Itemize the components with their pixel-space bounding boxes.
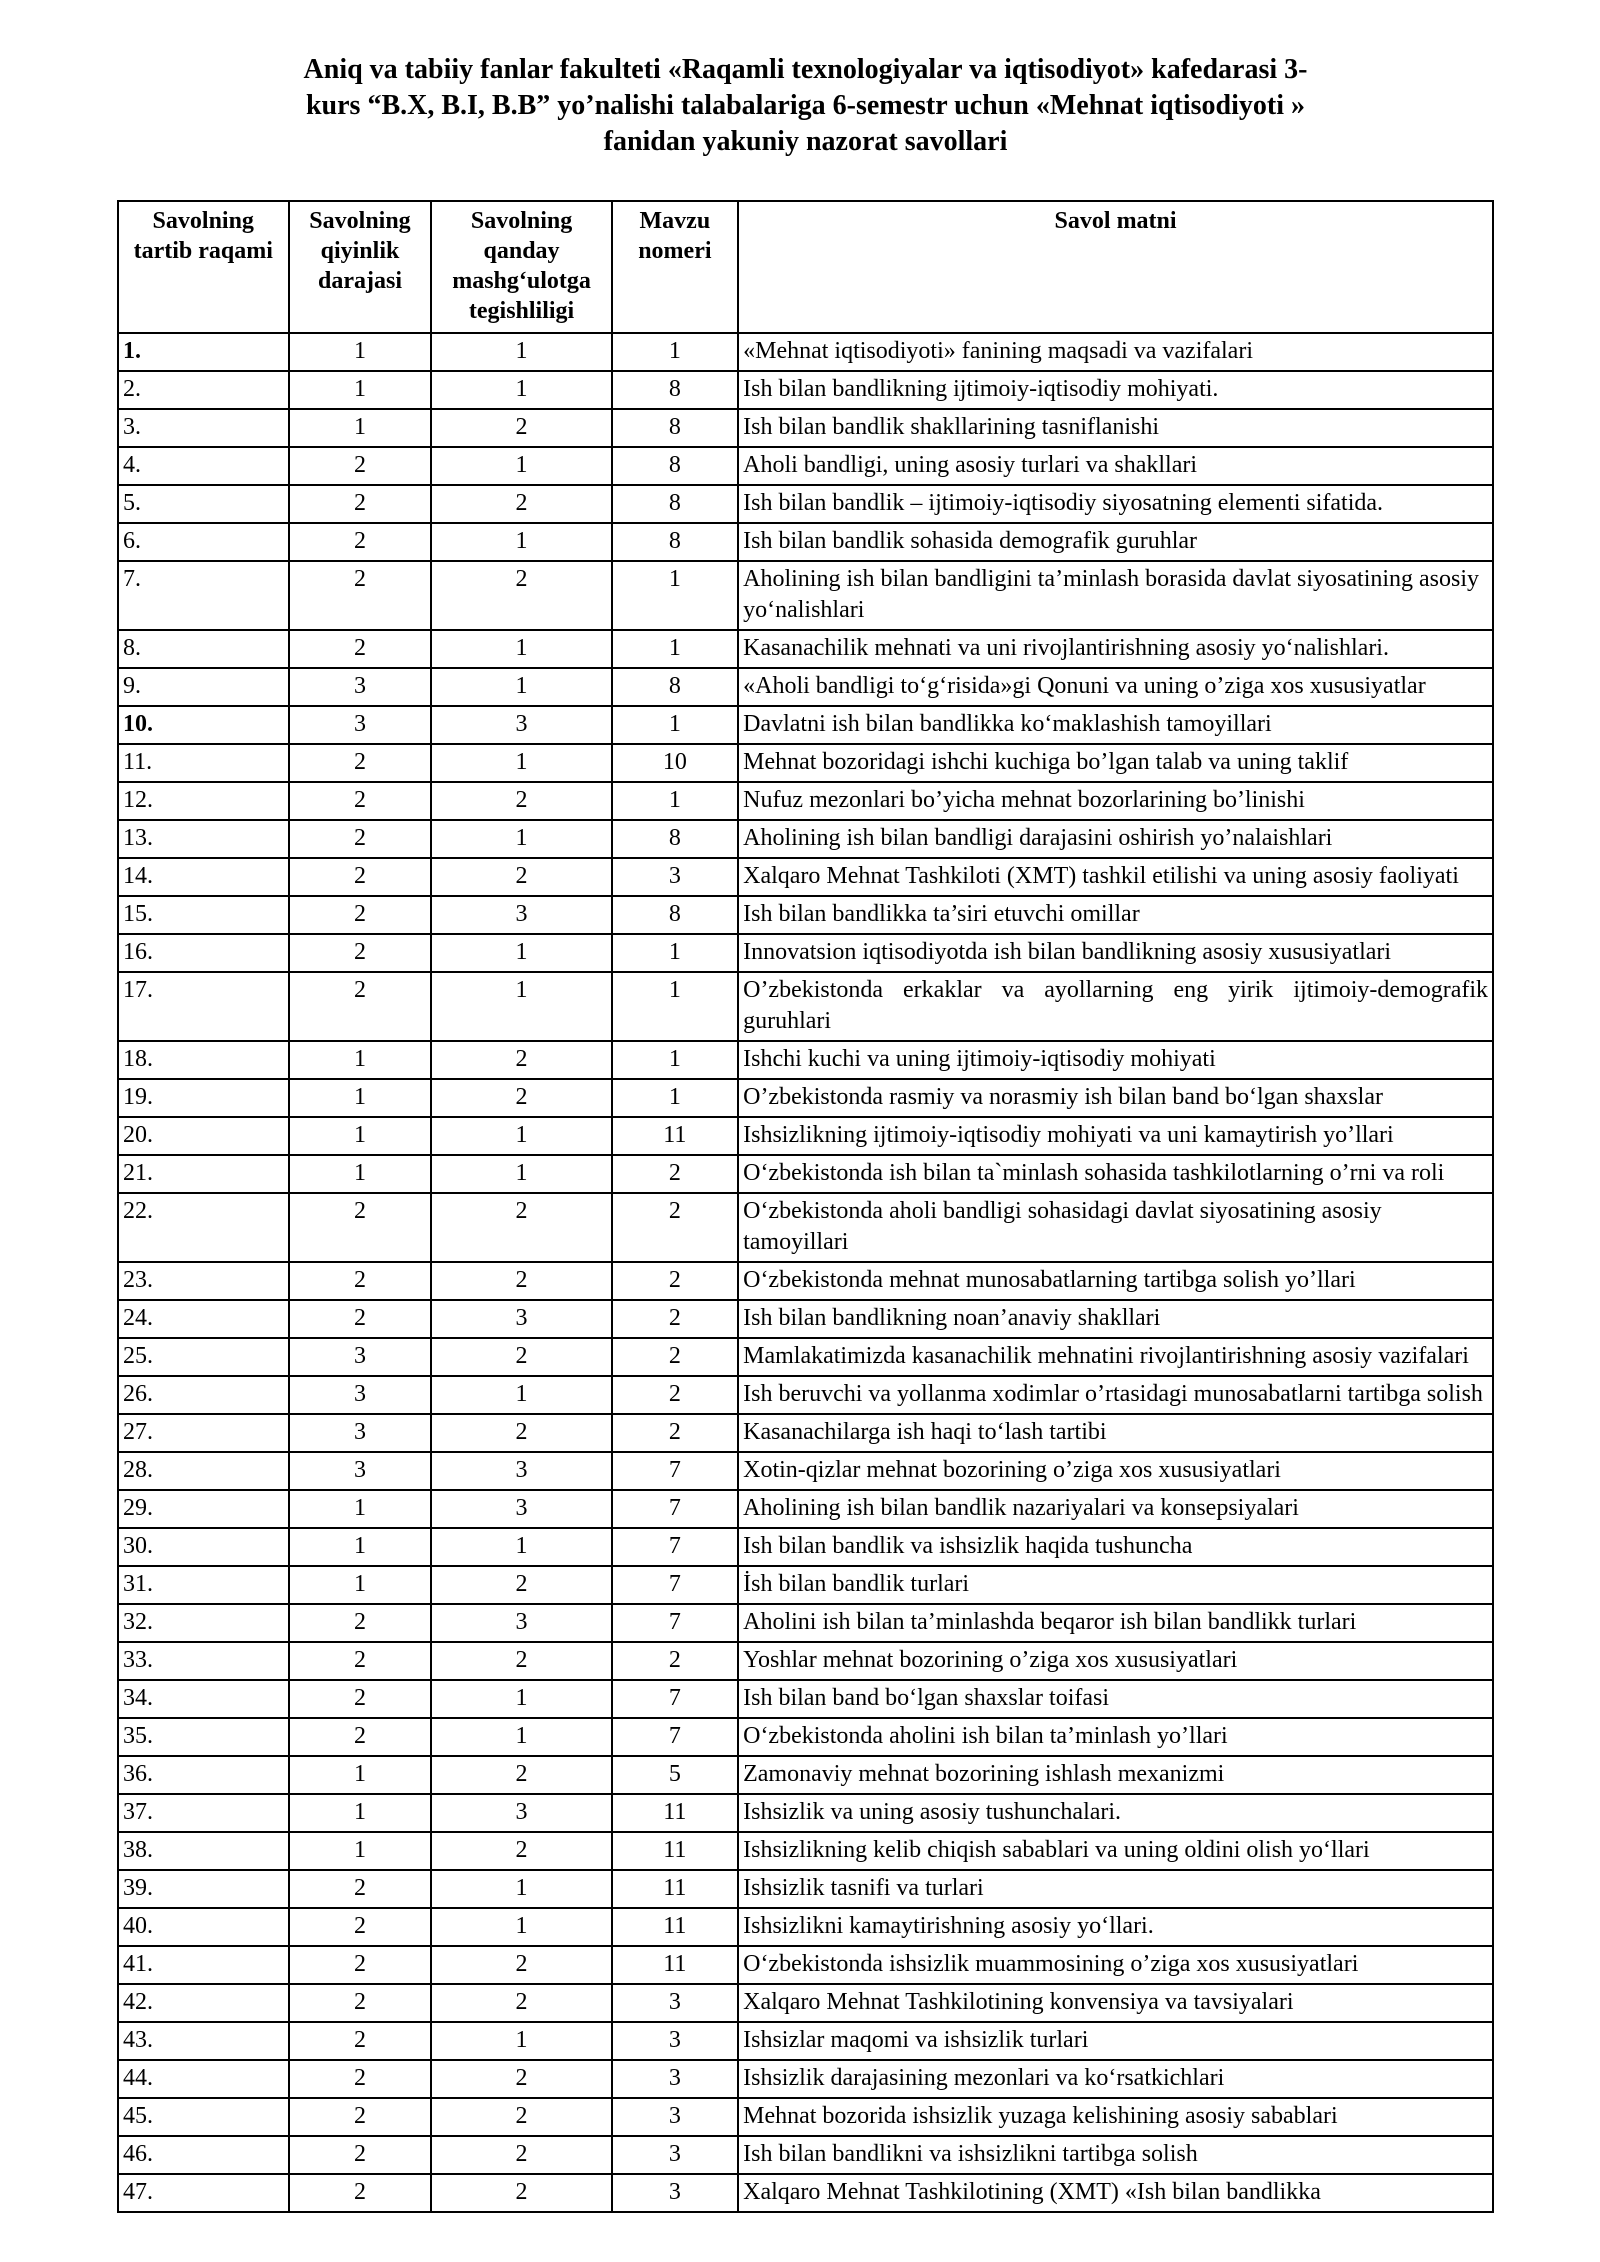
row-question-text: Xalqaro Mehnat Tashkilotining (XMT) «Ish bilan bandlikka — [738, 2174, 1493, 2212]
row-question-text: O‘zbekistonda mehnat munosabatlarning tartibga solish yo’llari — [738, 1262, 1493, 1300]
table-row — [118, 1079, 1493, 1117]
table-row — [118, 820, 1493, 858]
row-difficulty: 3 — [289, 1376, 432, 1414]
table-row — [118, 1041, 1493, 1079]
row-topic-number: 8 — [612, 820, 739, 858]
row-lesson-type: 1 — [431, 668, 611, 706]
row-topic-number: 3 — [612, 2060, 739, 2098]
header-question-number: Savolning tartib raqami — [118, 201, 289, 333]
row-question-text: Innovatsion iqtisodiyotda ish bilan bandlikning asosiy xususiyatlari — [738, 934, 1493, 972]
row-lesson-type: 2 — [431, 409, 611, 447]
row-question-text: Xalqaro Mehnat Tashkiloti (XMT) tashkil etilishi va uning asosiy faoliyati — [738, 858, 1493, 896]
table-row — [118, 972, 1493, 1041]
row-topic-number: 8 — [612, 371, 739, 409]
row-lesson-type: 2 — [431, 1642, 611, 1680]
row-difficulty: 2 — [289, 2136, 432, 2174]
row-number: 3. — [118, 409, 289, 447]
row-difficulty: 2 — [289, 630, 432, 668]
row-number: 37. — [118, 1794, 289, 1832]
row-lesson-type: 1 — [431, 820, 611, 858]
row-topic-number: 8 — [612, 447, 739, 485]
row-lesson-type: 2 — [431, 2174, 611, 2212]
row-lesson-type: 3 — [431, 1794, 611, 1832]
row-number: 39. — [118, 1870, 289, 1908]
row-lesson-type: 1 — [431, 447, 611, 485]
row-difficulty: 2 — [289, 934, 432, 972]
questions-table-body — [118, 333, 1493, 2212]
row-lesson-type: 2 — [431, 1566, 611, 1604]
table-row — [118, 1604, 1493, 1642]
row-number: 16. — [118, 934, 289, 972]
table-row — [118, 668, 1493, 706]
row-lesson-type: 2 — [431, 782, 611, 820]
row-difficulty: 2 — [289, 561, 432, 630]
row-question-text: Aholini ish bilan ta’minlashda beqaror ish bilan bandlikk turlari — [738, 1604, 1493, 1642]
row-number: 31. — [118, 1566, 289, 1604]
row-question-text: Xotin-qizlar mehnat bozorining o’ziga xos xususiyatlari — [738, 1452, 1493, 1490]
row-topic-number: 3 — [612, 2098, 739, 2136]
table-row — [118, 1832, 1493, 1870]
row-difficulty: 2 — [289, 1984, 432, 2022]
row-number: 25. — [118, 1338, 289, 1376]
row-question-text: Ish bilan bandlik – ijtimoiy-iqtisodiy siyosatning elementi sifatida. — [738, 485, 1493, 523]
table-row — [118, 1528, 1493, 1566]
header-topic-number: Mavzu nomeri — [612, 201, 739, 333]
row-number: 8. — [118, 630, 289, 668]
row-question-text: Ishsizlikni kamaytirishning asosiy yo‘llari. — [738, 1908, 1493, 1946]
row-number: 41. — [118, 1946, 289, 1984]
row-lesson-type: 3 — [431, 1300, 611, 1338]
row-question-text: O‘zbekistonda ish bilan ta`minlash sohasida tashkilotlarning o’rni va roli — [738, 1155, 1493, 1193]
row-lesson-type: 2 — [431, 2136, 611, 2174]
header-difficulty-level: Savolning qiyinlik darajasi — [289, 201, 432, 333]
row-topic-number: 3 — [612, 858, 739, 896]
row-number: 22. — [118, 1193, 289, 1262]
row-question-text: Ishsizlikning kelib chiqish sabablari va uning oldini olish yo‘llari — [738, 1832, 1493, 1870]
row-topic-number: 8 — [612, 668, 739, 706]
row-difficulty: 1 — [289, 1155, 432, 1193]
row-lesson-type: 1 — [431, 1908, 611, 1946]
table-row — [118, 2174, 1493, 2212]
row-lesson-type: 1 — [431, 333, 611, 371]
row-number: 10. — [118, 706, 289, 744]
row-topic-number: 2 — [612, 1262, 739, 1300]
row-topic-number: 2 — [612, 1376, 739, 1414]
row-number: 14. — [118, 858, 289, 896]
row-topic-number: 5 — [612, 1756, 739, 1794]
row-topic-number: 3 — [612, 2174, 739, 2212]
row-number: 42. — [118, 1984, 289, 2022]
row-question-text: Ishsizlik tasnifi va turlari — [738, 1870, 1493, 1908]
row-lesson-type: 1 — [431, 1155, 611, 1193]
row-question-text: O’zbekistonda rasmiy va norasmiy ish bilan band bo‘lgan shaxslar — [738, 1079, 1493, 1117]
row-lesson-type: 2 — [431, 561, 611, 630]
header-lesson-type: Savolning qanday mashg‘ulotga tegishliligi — [431, 201, 611, 333]
row-topic-number: 11 — [612, 1946, 739, 1984]
row-question-text: Davlatni ish bilan bandlikka ko‘maklashish tamoyillari — [738, 706, 1493, 744]
row-difficulty: 2 — [289, 447, 432, 485]
row-difficulty: 3 — [289, 1414, 432, 1452]
row-topic-number: 7 — [612, 1604, 739, 1642]
row-number: 27. — [118, 1414, 289, 1452]
row-question-text: Zamonaviy mehnat bozorining ishlash mexanizmi — [738, 1756, 1493, 1794]
row-question-text: Xalqaro Mehnat Tashkilotining konvensiya va tavsiyalari — [738, 1984, 1493, 2022]
table-row — [118, 2098, 1493, 2136]
row-question-text: O’zbekistonda erkaklar va ayollarning eng yirik ijtimoiy-demografik guruhlari — [738, 972, 1493, 1041]
row-topic-number: 3 — [612, 2022, 739, 2060]
row-question-text: Yoshlar mehnat bozorining o’ziga xos xususiyatlari — [738, 1642, 1493, 1680]
table-row — [118, 2022, 1493, 2060]
row-topic-number: 11 — [612, 1870, 739, 1908]
row-difficulty: 2 — [289, 2098, 432, 2136]
row-number: 15. — [118, 896, 289, 934]
table-row — [118, 371, 1493, 409]
row-lesson-type: 1 — [431, 972, 611, 1041]
row-lesson-type: 2 — [431, 1262, 611, 1300]
table-row — [118, 447, 1493, 485]
row-difficulty: 2 — [289, 1193, 432, 1262]
table-row — [118, 1452, 1493, 1490]
row-topic-number: 10 — [612, 744, 739, 782]
row-number: 1. — [118, 333, 289, 371]
table-row — [118, 2060, 1493, 2098]
row-question-text: Mamlakatimizda kasanachilik mehnatini rivojlantirishning asosiy vazifalari — [738, 1338, 1493, 1376]
row-question-text: Aholining ish bilan bandligini ta’minlash borasida davlat siyosatining asosiy yo‘nalishlari — [738, 561, 1493, 630]
row-question-text: O‘zbekistonda aholi bandligi sohasidagi davlat siyosatining asosiy tamoyillari — [738, 1193, 1493, 1262]
row-question-text: Ishsizlik va uning asosiy tushunchalari. — [738, 1794, 1493, 1832]
row-topic-number: 1 — [612, 706, 739, 744]
row-number: 34. — [118, 1680, 289, 1718]
row-difficulty: 1 — [289, 1490, 432, 1528]
row-difficulty: 2 — [289, 485, 432, 523]
table-row — [118, 1756, 1493, 1794]
row-question-text: Ishsizlar maqomi va ishsizlik turlari — [738, 2022, 1493, 2060]
row-difficulty: 2 — [289, 972, 432, 1041]
row-topic-number: 7 — [612, 1528, 739, 1566]
row-topic-number: 1 — [612, 972, 739, 1041]
table-row — [118, 1300, 1493, 1338]
row-difficulty: 1 — [289, 333, 432, 371]
row-difficulty: 3 — [289, 1452, 432, 1490]
table-row — [118, 1984, 1493, 2022]
row-difficulty: 2 — [289, 1604, 432, 1642]
table-row — [118, 706, 1493, 744]
row-topic-number: 2 — [612, 1338, 739, 1376]
row-topic-number: 1 — [612, 934, 739, 972]
table-row — [118, 409, 1493, 447]
table-row — [118, 485, 1493, 523]
row-question-text: O‘zbekistonda aholini ish bilan ta’minlash yo’llari — [738, 1718, 1493, 1756]
row-lesson-type: 1 — [431, 744, 611, 782]
row-lesson-type: 1 — [431, 1680, 611, 1718]
row-lesson-type: 1 — [431, 371, 611, 409]
row-topic-number: 11 — [612, 1794, 739, 1832]
row-number: 38. — [118, 1832, 289, 1870]
row-number: 19. — [118, 1079, 289, 1117]
page-title — [137, 52, 1474, 160]
row-number: 32. — [118, 1604, 289, 1642]
row-number: 11. — [118, 744, 289, 782]
row-question-text: Ish bilan band bo‘lgan shaxslar toifasi — [738, 1680, 1493, 1718]
row-topic-number: 7 — [612, 1490, 739, 1528]
row-difficulty: 1 — [289, 409, 432, 447]
row-difficulty: 1 — [289, 1756, 432, 1794]
row-topic-number: 11 — [612, 1908, 739, 1946]
page-title-line-1: Aniq va tabiiy fanlar fakulteti «Raqamli texnologiyalar va iqtisodiyot» kafedarasi 3- — [303, 54, 1308, 85]
row-topic-number: 7 — [612, 1680, 739, 1718]
row-difficulty: 2 — [289, 782, 432, 820]
table-row — [118, 2136, 1493, 2174]
questions-table-header — [118, 201, 1493, 333]
row-question-text: Ish bilan bandlik shakllarining tasniflanishi — [738, 409, 1493, 447]
row-question-text: Kasanachilarga ish haqi to‘lash tartibi — [738, 1414, 1493, 1452]
row-difficulty: 2 — [289, 2060, 432, 2098]
row-difficulty: 2 — [289, 820, 432, 858]
table-row — [118, 630, 1493, 668]
row-number: 5. — [118, 485, 289, 523]
row-topic-number: 8 — [612, 896, 739, 934]
row-number: 12. — [118, 782, 289, 820]
row-question-text: Nufuz mezonlari bo’yicha mehnat bozorlarining bo’linishi — [738, 782, 1493, 820]
row-lesson-type: 2 — [431, 485, 611, 523]
table-row — [118, 1117, 1493, 1155]
row-lesson-type: 1 — [431, 1870, 611, 1908]
row-difficulty: 1 — [289, 1832, 432, 1870]
row-difficulty: 1 — [289, 1794, 432, 1832]
row-topic-number: 1 — [612, 630, 739, 668]
table-row — [118, 1870, 1493, 1908]
table-row — [118, 1794, 1493, 1832]
row-number: 13. — [118, 820, 289, 858]
row-number: 24. — [118, 1300, 289, 1338]
page-title-line-2: kurs “B.X, B.I, B.B” yo’nalishi talabalariga 6-semestr uchun «Mehnat iqtisodiyoti » — [305, 90, 1306, 121]
row-question-text: Mehnat bozoridagi ishchi kuchiga bo’lgan talab va uning taklif — [738, 744, 1493, 782]
row-lesson-type: 2 — [431, 1041, 611, 1079]
row-difficulty: 2 — [289, 1908, 432, 1946]
row-question-text: Ish bilan bandlikning noan’anaviy shakllari — [738, 1300, 1493, 1338]
table-row — [118, 333, 1493, 371]
header-row — [118, 201, 1493, 333]
table-row — [118, 782, 1493, 820]
table-row — [118, 1262, 1493, 1300]
row-topic-number: 11 — [612, 1117, 739, 1155]
row-question-text: İsh bilan bandlik turlari — [738, 1566, 1493, 1604]
row-topic-number: 2 — [612, 1300, 739, 1338]
row-topic-number: 8 — [612, 485, 739, 523]
row-question-text: Ish bilan bandlikni va ishsizlikni tartibga solish — [738, 2136, 1493, 2174]
row-difficulty: 2 — [289, 744, 432, 782]
row-number: 26. — [118, 1376, 289, 1414]
row-lesson-type: 1 — [431, 934, 611, 972]
row-question-text: Ishsizlikning ijtimoiy-iqtisodiy mohiyati va uni kamaytirish yo’llari — [738, 1117, 1493, 1155]
row-difficulty: 1 — [289, 1566, 432, 1604]
row-number: 6. — [118, 523, 289, 561]
row-topic-number: 2 — [612, 1414, 739, 1452]
row-number: 35. — [118, 1718, 289, 1756]
row-difficulty: 2 — [289, 2022, 432, 2060]
row-difficulty: 1 — [289, 1041, 432, 1079]
row-lesson-type: 3 — [431, 1604, 611, 1642]
row-topic-number: 1 — [612, 1041, 739, 1079]
row-lesson-type: 3 — [431, 1452, 611, 1490]
row-topic-number: 7 — [612, 1566, 739, 1604]
row-number: 33. — [118, 1642, 289, 1680]
row-difficulty: 2 — [289, 1718, 432, 1756]
row-difficulty: 1 — [289, 371, 432, 409]
row-question-text: Ish bilan bandlik sohasida demografik guruhlar — [738, 523, 1493, 561]
row-topic-number: 1 — [612, 333, 739, 371]
row-difficulty: 2 — [289, 1262, 432, 1300]
row-lesson-type: 3 — [431, 706, 611, 744]
row-topic-number: 3 — [612, 2136, 739, 2174]
row-question-text: «Aholi bandligi to‘g‘risida»gi Qonuni va uning o’ziga xos xususiyatlar — [738, 668, 1493, 706]
row-number: 18. — [118, 1041, 289, 1079]
row-question-text: Aholining ish bilan bandligi darajasini oshirish yo’nalaishlari — [738, 820, 1493, 858]
row-difficulty: 2 — [289, 523, 432, 561]
row-number: 2. — [118, 371, 289, 409]
row-difficulty: 2 — [289, 2174, 432, 2212]
row-number: 28. — [118, 1452, 289, 1490]
row-number: 4. — [118, 447, 289, 485]
row-lesson-type: 2 — [431, 858, 611, 896]
row-lesson-type: 1 — [431, 1117, 611, 1155]
table-row — [118, 1414, 1493, 1452]
row-difficulty: 2 — [289, 1870, 432, 1908]
row-number: 30. — [118, 1528, 289, 1566]
table-row — [118, 896, 1493, 934]
table-row — [118, 858, 1493, 896]
row-number: 23. — [118, 1262, 289, 1300]
row-number: 46. — [118, 2136, 289, 2174]
row-topic-number: 8 — [612, 409, 739, 447]
row-number: 43. — [118, 2022, 289, 2060]
row-topic-number: 2 — [612, 1642, 739, 1680]
table-row — [118, 1155, 1493, 1193]
table-row — [118, 1566, 1493, 1604]
table-row — [118, 561, 1493, 630]
row-lesson-type: 2 — [431, 2060, 611, 2098]
table-row — [118, 1642, 1493, 1680]
row-number: 20. — [118, 1117, 289, 1155]
row-topic-number: 1 — [612, 782, 739, 820]
row-question-text: Ish bilan bandlik va ishsizlik haqida tushuncha — [738, 1528, 1493, 1566]
row-question-text: Ish bilan bandlikning ijtimoiy-iqtisodiy mohiyati. — [738, 371, 1493, 409]
table-row — [118, 1680, 1493, 1718]
row-lesson-type: 2 — [431, 1338, 611, 1376]
row-difficulty: 3 — [289, 668, 432, 706]
table-row — [118, 1946, 1493, 1984]
row-question-text: Ishsizlik darajasining mezonlari va ko‘rsatkichlari — [738, 2060, 1493, 2098]
row-lesson-type: 2 — [431, 1984, 611, 2022]
row-number: 7. — [118, 561, 289, 630]
row-number: 9. — [118, 668, 289, 706]
row-lesson-type: 3 — [431, 1490, 611, 1528]
row-lesson-type: 1 — [431, 1376, 611, 1414]
row-question-text: O‘zbekistonda ishsizlik muammosining o’ziga xos xususiyatlari — [738, 1946, 1493, 1984]
row-number: 45. — [118, 2098, 289, 2136]
table-row — [118, 934, 1493, 972]
row-topic-number: 11 — [612, 1832, 739, 1870]
row-topic-number: 2 — [612, 1193, 739, 1262]
row-lesson-type: 2 — [431, 1414, 611, 1452]
row-question-text: Ish bilan bandlikka ta’siri etuvchi omillar — [738, 896, 1493, 934]
table-row — [118, 523, 1493, 561]
row-number: 21. — [118, 1155, 289, 1193]
row-difficulty: 3 — [289, 1338, 432, 1376]
row-number: 29. — [118, 1490, 289, 1528]
row-question-text: «Mehnat iqtisodiyoti» fanining maqsadi va vazifalari — [738, 333, 1493, 371]
table-row — [118, 744, 1493, 782]
header-question-text: Savol matni — [738, 201, 1493, 333]
row-topic-number: 1 — [612, 561, 739, 630]
row-lesson-type: 2 — [431, 1946, 611, 1984]
table-row — [118, 1376, 1493, 1414]
row-topic-number: 7 — [612, 1718, 739, 1756]
row-lesson-type: 1 — [431, 1528, 611, 1566]
row-lesson-type: 2 — [431, 1193, 611, 1262]
row-difficulty: 2 — [289, 858, 432, 896]
page-title-line-3: fanidan yakuniy nazorat savollari — [603, 126, 1008, 157]
row-difficulty: 2 — [289, 1300, 432, 1338]
row-question-text: Mehnat bozorida ishsizlik yuzaga kelishining asosiy sabablari — [738, 2098, 1493, 2136]
table-row — [118, 1338, 1493, 1376]
table-row — [118, 1193, 1493, 1262]
row-lesson-type: 1 — [431, 2022, 611, 2060]
row-difficulty: 2 — [289, 896, 432, 934]
row-difficulty: 1 — [289, 1079, 432, 1117]
row-lesson-type: 1 — [431, 1718, 611, 1756]
row-question-text: Aholi bandligi, uning asosiy turlari va shakllari — [738, 447, 1493, 485]
row-lesson-type: 2 — [431, 1756, 611, 1794]
row-difficulty: 2 — [289, 1642, 432, 1680]
row-number: 36. — [118, 1756, 289, 1794]
table-row — [118, 1490, 1493, 1528]
row-difficulty: 3 — [289, 706, 432, 744]
row-topic-number: 7 — [612, 1452, 739, 1490]
row-difficulty: 1 — [289, 1528, 432, 1566]
row-number: 17. — [118, 972, 289, 1041]
row-difficulty: 2 — [289, 1680, 432, 1718]
row-difficulty: 1 — [289, 1117, 432, 1155]
row-lesson-type: 3 — [431, 896, 611, 934]
row-number: 47. — [118, 2174, 289, 2212]
row-question-text: Ish beruvchi va yollanma xodimlar o’rtasidagi munosabatlarni tartibga solish — [738, 1376, 1493, 1414]
row-topic-number: 3 — [612, 1984, 739, 2022]
row-lesson-type: 2 — [431, 1832, 611, 1870]
row-lesson-type: 1 — [431, 630, 611, 668]
row-lesson-type: 2 — [431, 1079, 611, 1117]
row-question-text: Aholining ish bilan bandlik nazariyalari va konsepsiyalari — [738, 1490, 1493, 1528]
table-row — [118, 1718, 1493, 1756]
row-question-text: Kasanachilik mehnati va uni rivojlantirishning asosiy yo‘nalishlari. — [738, 630, 1493, 668]
row-topic-number: 1 — [612, 1079, 739, 1117]
row-topic-number: 2 — [612, 1155, 739, 1193]
row-lesson-type: 1 — [431, 523, 611, 561]
row-lesson-type: 2 — [431, 2098, 611, 2136]
row-question-text: Ishchi kuchi va uning ijtimoiy-iqtisodiy mohiyati — [738, 1041, 1493, 1079]
table-row — [118, 1908, 1493, 1946]
row-difficulty: 2 — [289, 1946, 432, 1984]
row-number: 44. — [118, 2060, 289, 2098]
questions-table — [117, 200, 1494, 2213]
row-topic-number: 8 — [612, 523, 739, 561]
row-number: 40. — [118, 1908, 289, 1946]
